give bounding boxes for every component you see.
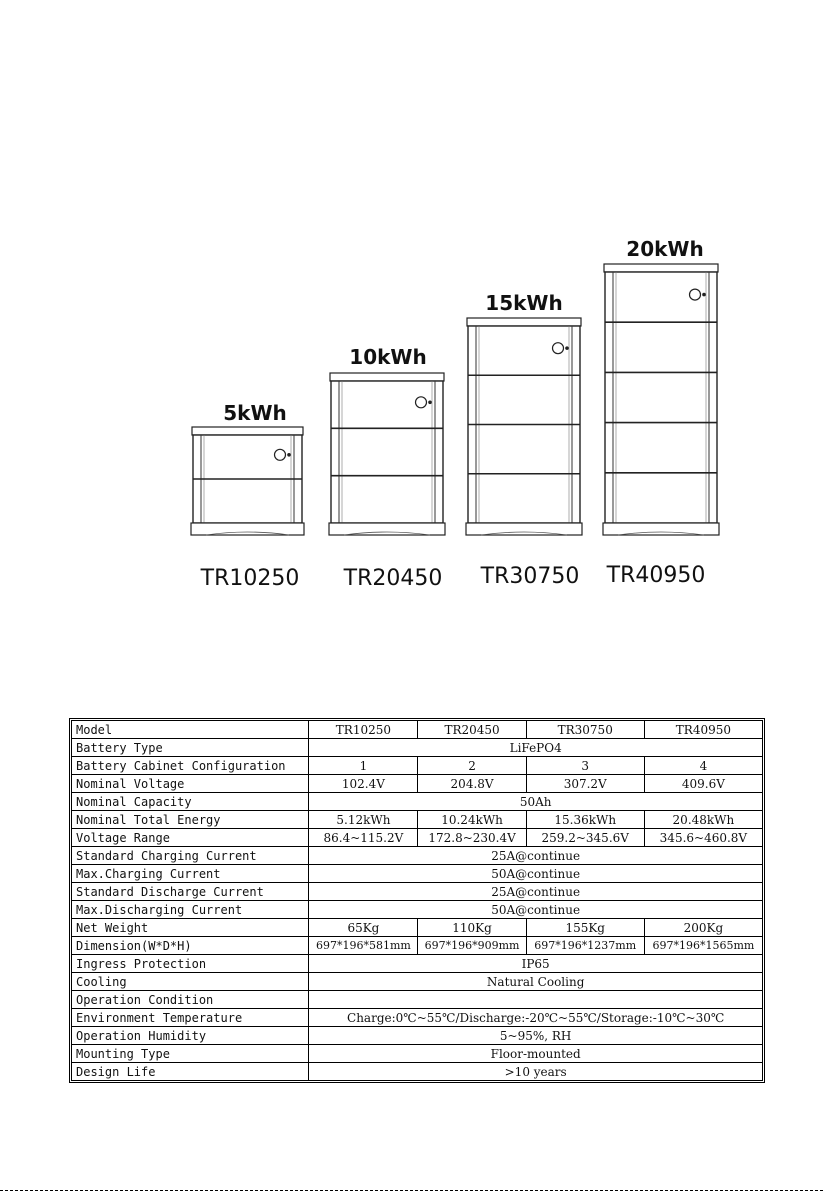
param-value: 5.12kWh: [309, 811, 418, 829]
param-value: TR40950: [644, 721, 762, 739]
power-button-icon: [553, 343, 564, 354]
battery-cabinet-1-top-cap: [192, 427, 303, 435]
power-button-icon: [416, 397, 427, 408]
param-name: Standard Discharge Current: [72, 883, 309, 901]
param-name: Battery Cabinet Configuration: [72, 757, 309, 775]
battery-cabinet-4-top-cap: [604, 264, 718, 272]
param-value-span: 50A@continue: [309, 865, 763, 883]
param-name: Max.Charging Current: [72, 865, 309, 883]
status-led-icon: [287, 453, 291, 457]
param-value: 10.24kWh: [418, 811, 526, 829]
param-value-span: 25A@continue: [309, 883, 763, 901]
param-value: 409.6V: [644, 775, 762, 793]
table-row: [72, 883, 763, 901]
param-value: 86.4~115.2V: [309, 829, 418, 847]
model-label-tr40950: TR40950: [606, 563, 706, 588]
param-value: 697*196*1565mm: [644, 937, 762, 955]
param-name: Mounting Type: [72, 1045, 309, 1063]
param-name: Battery Type: [72, 739, 309, 757]
param-value-span: 50Ah: [309, 793, 763, 811]
param-name: Ingress Protection: [72, 955, 309, 973]
battery-cabinet-4-base: [603, 523, 719, 535]
param-value-span: [309, 991, 763, 1009]
table-row: [72, 739, 763, 757]
param-name: Standard Charging Current: [72, 847, 309, 865]
battery-cabinet-4-body: [605, 272, 717, 523]
param-value: 1: [309, 757, 418, 775]
param-name: Cooling: [72, 973, 309, 991]
capacity-label-5kwh: 5kWh: [223, 401, 287, 425]
model-label-tr10250: TR10250: [200, 566, 300, 591]
param-value-span: Floor-mounted: [309, 1045, 763, 1063]
param-value-span: IP65: [309, 955, 763, 973]
param-value: 697*196*909mm: [418, 937, 526, 955]
param-value: 697*196*581mm: [309, 937, 418, 955]
model-label-tr20450: TR20450: [343, 566, 443, 591]
battery-cabinet-2-base: [329, 523, 445, 535]
param-value: 200Kg: [644, 919, 762, 937]
status-led-icon: [428, 401, 432, 405]
param-value: 102.4V: [309, 775, 418, 793]
table-row: [72, 865, 763, 883]
param-name: Operation Condition: [72, 991, 309, 1009]
table-row: [72, 1063, 763, 1081]
table-row: [72, 955, 763, 973]
param-value-span: 25A@continue: [309, 847, 763, 865]
param-name: Environment Temperature: [72, 1009, 309, 1027]
table-row: [72, 973, 763, 991]
param-value-span: 50A@continue: [309, 901, 763, 919]
table-row: [72, 721, 763, 739]
status-led-icon: [565, 346, 569, 350]
battery-cabinet-1-base: [191, 523, 304, 535]
param-name: Nominal Total Energy: [72, 811, 309, 829]
param-value: 307.2V: [526, 775, 644, 793]
battery-cabinet-3-base: [466, 523, 582, 535]
spec-table-frame: [69, 718, 765, 1083]
param-value: 259.2~345.6V: [526, 829, 644, 847]
param-value: 697*196*1237mm: [526, 937, 644, 955]
cabinet-drawings: [191, 264, 719, 535]
spec-table: [71, 720, 763, 1081]
capacity-label-20kwh: 20kWh: [626, 237, 704, 261]
param-name: Model: [72, 721, 309, 739]
param-value: 65Kg: [309, 919, 418, 937]
bottom-dashed-rule: [0, 1190, 823, 1191]
param-value-span: 5~95%, RH: [309, 1027, 763, 1045]
param-value: TR30750: [526, 721, 644, 739]
param-value: TR10250: [309, 721, 418, 739]
table-row: [72, 811, 763, 829]
param-value: 204.8V: [418, 775, 526, 793]
table-row: [72, 757, 763, 775]
param-name: Operation Humidity: [72, 1027, 309, 1045]
param-value: TR20450: [418, 721, 526, 739]
param-name: Max.Discharging Current: [72, 901, 309, 919]
table-row: [72, 1045, 763, 1063]
param-value-span: Charge:0℃~55℃/Discharge:-20℃~55℃/Storage:-10℃~30℃: [309, 1009, 763, 1027]
table-row: [72, 901, 763, 919]
model-label-tr30750: TR30750: [480, 564, 580, 589]
status-led-icon: [702, 293, 706, 297]
param-value-span: Natural Cooling: [309, 973, 763, 991]
table-row: [72, 775, 763, 793]
battery-cabinet-2-top-cap: [330, 373, 444, 381]
param-value: 172.8~230.4V: [418, 829, 526, 847]
param-value: 3: [526, 757, 644, 775]
param-name: Net Weight: [72, 919, 309, 937]
param-name: Nominal Capacity: [72, 793, 309, 811]
table-row: [72, 937, 763, 955]
param-value-span: LiFePO4: [309, 739, 763, 757]
table-row: [72, 1027, 763, 1045]
param-value: 4: [644, 757, 762, 775]
table-row: [72, 991, 763, 1009]
param-name: Nominal Voltage: [72, 775, 309, 793]
param-name: Voltage Range: [72, 829, 309, 847]
param-value-span: >10 years: [309, 1063, 763, 1081]
table-row: [72, 1009, 763, 1027]
param-value: 110Kg: [418, 919, 526, 937]
param-name: Design Life: [72, 1063, 309, 1081]
capacity-label-10kwh: 10kWh: [349, 345, 427, 369]
param-value: 15.36kWh: [526, 811, 644, 829]
param-value: 2: [418, 757, 526, 775]
param-value: 345.6~460.8V: [644, 829, 762, 847]
param-value: 20.48kWh: [644, 811, 762, 829]
param-value: 155Kg: [526, 919, 644, 937]
table-row: [72, 793, 763, 811]
table-row: [72, 829, 763, 847]
power-button-icon: [275, 449, 286, 460]
table-row: [72, 919, 763, 937]
table-row: [72, 847, 763, 865]
param-name: Dimension(W*D*H): [72, 937, 309, 955]
capacity-label-15kwh: 15kWh: [485, 291, 563, 315]
power-button-icon: [690, 289, 701, 300]
battery-cabinet-3-top-cap: [467, 318, 581, 326]
